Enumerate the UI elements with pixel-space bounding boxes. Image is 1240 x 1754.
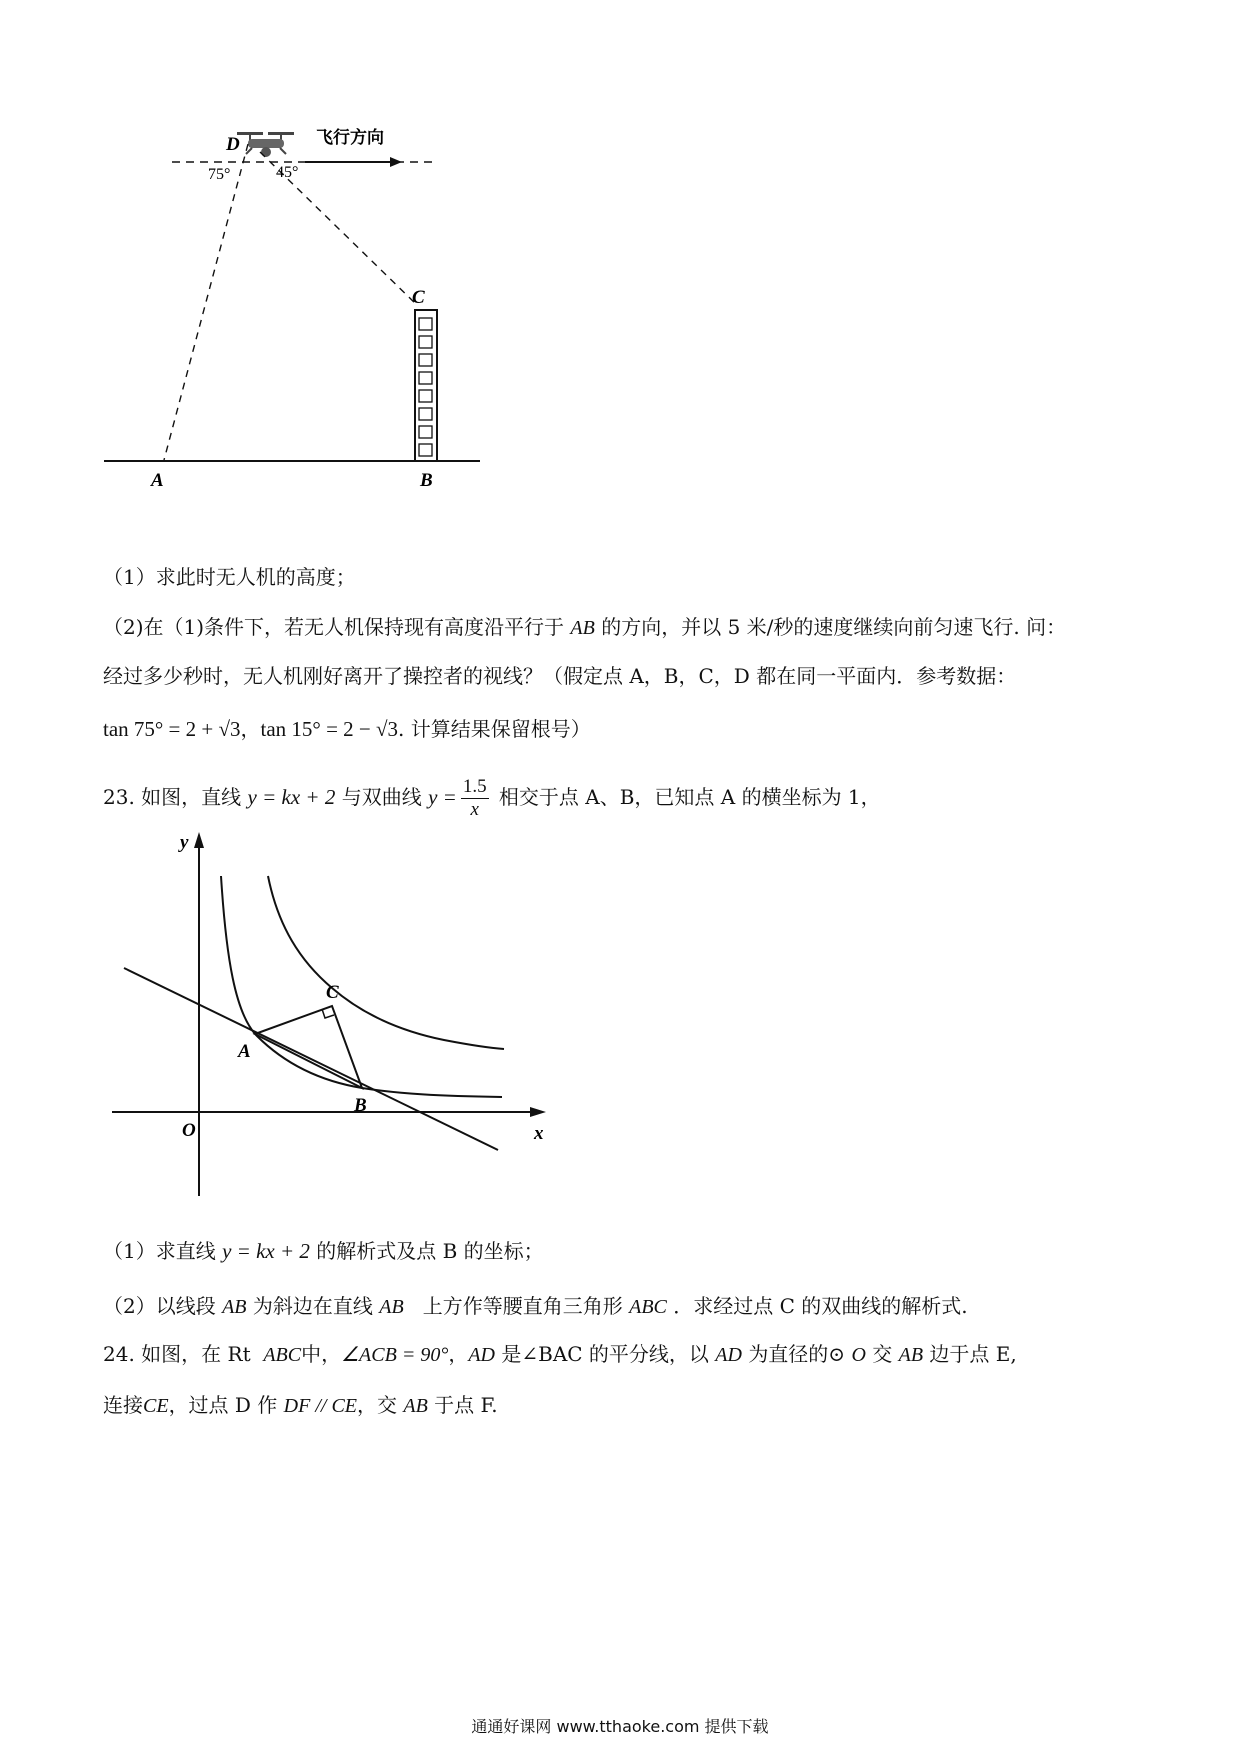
q23-part1: （1）求直线 y = kx + 2 的解析式及点 B 的坐标； [103,1239,544,1263]
label-y: y [180,832,189,853]
hyperbola-figure [100,826,560,1206]
label-A: A [151,470,164,491]
tan15-formula: tan 15° = 2 − √3 [260,717,399,741]
drone-icon [237,132,294,157]
page-footer: 通通好课网 www.tthaoke.com 提供下载 [471,1717,769,1736]
angle-acb: ∠ACB = 90° [341,1344,449,1366]
y-axis-arrow [194,832,204,848]
hyperbola-inner [221,876,502,1097]
hyperbola-outer [268,876,504,1049]
q24-line1: 24. 如图，在 Rt ABC中，∠ACB = 90°，AD 是∠BAC 的平分线，以 AD 为直径的⊙ O 交 AB 边于点 E, [103,1342,1017,1366]
q23-number: 23. [103,785,135,809]
q24-number: 24. [103,1342,135,1366]
label-D: D [226,134,240,155]
label-flight-direction: 飞行方向 [316,128,384,147]
drone-figure [100,110,560,540]
q23-part2: （2）以线段 AB 为斜边在直线 AB 上方作等腰直角三角形 ABC ．求经过点 C 的双曲线的解析式. [103,1294,968,1318]
q22-part2-line3: tan 75° = 2 + √3，tan 15° = 2 − √3. 计算结果保留根号） [103,717,591,741]
label-angle-45: 45° [276,164,299,181]
label-x: x [534,1123,544,1144]
x-axis-arrow [530,1107,546,1117]
q23-intro: 23. 如图，直线 y = kx + 2 与双曲线 y = $\frac{1.5}{x}$ 相交于点 A、B，已知点 A 的横坐标为 1， [103,776,881,820]
label-angle-75: 75° [208,166,231,183]
label-B: B [354,1095,367,1116]
line-kx-plus-2 [124,968,498,1150]
hyperbola-fraction: $\frac{1.5}{x}$ [462,776,487,820]
right-angle-mark [322,1009,334,1018]
q22-part2-line1: （2)在（1)条件下，若无人机保持现有高度沿平行于 AB 的方向，并以 5 米/秒的速度继续向前匀速飞行. 问： [103,615,1067,639]
label-O: O [182,1120,196,1141]
tan75-formula: tan 75° = 2 + √3 [103,717,241,741]
label-C: C [326,982,339,1003]
label-B: B [420,470,433,491]
q22-part1: （1）求此时无人机的高度； [103,565,356,589]
sight-line-DA [164,144,248,460]
line-equation: y = kx + 2 [247,785,336,809]
building-windows [419,318,432,456]
arrow-head [390,157,402,167]
label-C: C [412,287,425,308]
q24-line2: 连接CE，过点 D 作 DF // CE，交 AB 于点 F. [103,1393,498,1417]
label-A: A [238,1041,251,1062]
q22-part2-line2: 经过多少秒时，无人机刚好离开了操控者的视线？（假定点 A，B，C，D 都在同一平面内．参考数据： [103,664,1017,688]
